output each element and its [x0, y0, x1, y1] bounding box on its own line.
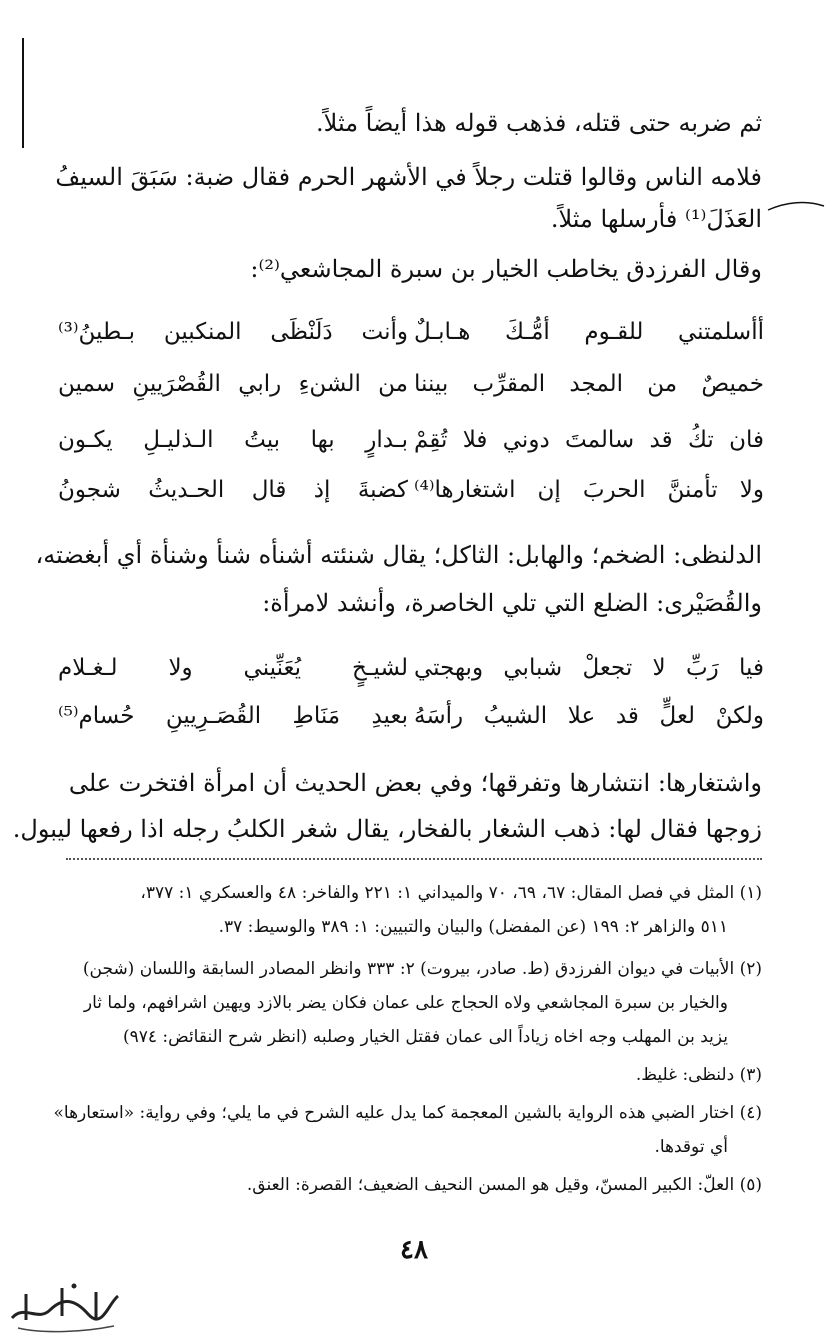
calligraphy-watermark-logo — [4, 1274, 124, 1340]
verse-hemistich-first: فان تكُ قد سالمتَ دوني فلا تُقِمْ — [414, 427, 764, 453]
verse-hemistich-first: فيا رَبِّ لا تجعلْ شبابي وبهجتي — [414, 655, 764, 681]
footnote-line: ٥١١ والزاهر ٢: ١٩٩ (عن المفضل) والبيان والتبيين: ١: ٣٨٩ والوسيط: ٣٧. — [218, 917, 728, 937]
footnote-line: (٤) اختار الضبي هذه الرواية بالشين المعجمة كما يدل عليه الشرح في ما يلي؛ وفي رواية: «استعارها» — [53, 1103, 762, 1123]
verse-hemistich-second: بعيدِ مَنَاطِ القُصَـرِيينِ حُسام⁽⁵⁾ — [58, 703, 408, 729]
verse-hemistich-second: كضبةَ إذ قال الحـديثُ شجونُ — [58, 477, 408, 503]
paragraph-line: ثم ضربه حتى قتله، فذهب قوله هذا أيضاً مثلاً. — [316, 109, 762, 137]
verse-hemistich-first: خميصٌ من المجد المقرِّب بيننا — [414, 371, 764, 397]
paragraph-line: زوجها فقال لها: ذهب الشغار بالفخار، يقال شغر الكلبُ رجله اذا رفعها ليبول. — [12, 815, 762, 843]
verse-hemistich-first: أأسلمتني للقـوم أمُّـكَ هـابـلٌ — [414, 319, 764, 345]
margin-swash-mark — [766, 196, 826, 220]
footnote-line: (٥) العلّ: الكبير المسنّ، وقيل هو المسن النحيف الضعيف؛ القصرة: العنق. — [246, 1175, 762, 1195]
paragraph-line: واشتغارها: انتشارها وتفرقها؛ وفي بعض الحديث أن امرأة افتخرت على — [68, 769, 762, 797]
footnote-separator — [66, 858, 762, 860]
paragraph-line: والقُصَيْرى: الضلع التي تلي الخاصرة، وأنشد لامرأة: — [262, 589, 762, 617]
footnote-line: أي توقدها. — [654, 1137, 728, 1157]
footnote-line: يزيد بن المهلب وجه اخاه زياداً الى عمان فقتل الخيار وصلبه (انظر شرح النقائض: ٩٧٤) — [122, 1027, 728, 1047]
verse-hemistich-second: لشيـخٍ يُعَنِّيني ولا لـغـلام — [58, 655, 408, 681]
footnote-line: (١) المثل في فصل المقال: ٦٧، ٦٩، ٧٠ والميداني ١: ٢٢١ والفاخر: ٤٨ والعسكري ١: ٣٧٧، — [140, 883, 762, 903]
paragraph-line: فلامه الناس وقالوا قتلت رجلاً في الأشهر الحرم فقال ضبة: سَبَقَ السيفُ — [55, 163, 762, 191]
paragraph-line: العَذَلَ⁽¹⁾ فأرسلها مثلاً. — [550, 205, 762, 233]
paragraph-line: الدلنظى: الضخم؛ والهابل: الثاكل؛ يقال شنئته أشنأه شنأ وشنأة أي أبغضته، — [35, 541, 762, 569]
footnote-line: (٢) الأبيات في ديوان الفرزدق (ط. صادر، بيروت) ٢: ٣٣٣ وانظر المصادر السابقة واللسان (شجن) — [82, 959, 762, 979]
verse-hemistich-second: وأنت دَلَنْظَى المنكبين بـطينُ⁽³⁾ — [58, 319, 408, 345]
verse-hemistich-second: بـدارٍ بها بيتُ الـذليـلِ يكـون — [58, 427, 408, 453]
footnote-line: والخيار بن سبرة المجاشعي ولاه الحجاج على عمان فكان يضر بالازد ويهين اشرافهم، ولما ثار — [83, 993, 728, 1013]
footnote-line: (٣) دلنظى: غليظ. — [635, 1065, 762, 1085]
verse-hemistich-second: من الشنءِ رابي القُصْرَيينِ سمين — [58, 371, 408, 397]
verse-hemistich-first: ولا تأمننَّ الحربَ إن اشتغارها⁽⁴⁾ — [414, 477, 764, 503]
verse-hemistich-first: ولكنْ لعلٍّ قد علا الشيبُ رأسَهُ — [414, 703, 764, 729]
page-number: ٤٨ — [400, 1235, 428, 1265]
margin-rule — [22, 38, 24, 148]
paragraph-line: وقال الفرزدق يخاطب الخيار بن سبرة المجاشعي⁽²⁾: — [250, 255, 762, 283]
